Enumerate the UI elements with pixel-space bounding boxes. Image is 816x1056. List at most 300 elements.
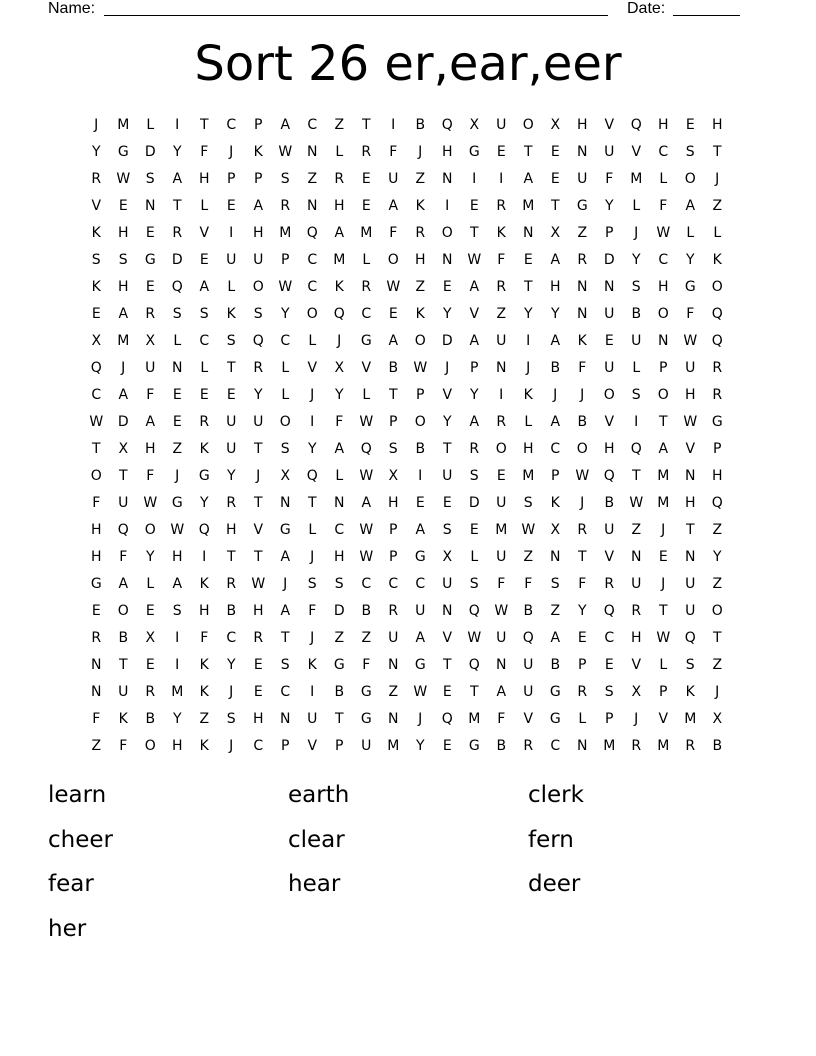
grid-letter[interactable]: H [684,387,697,403]
grid-letter[interactable]: X [91,333,102,349]
grid-letter[interactable]: F [119,549,128,565]
grid-letter[interactable]: G [684,279,697,295]
grid-letter[interactable]: I [310,684,315,700]
grid-letter[interactable]: H [657,117,670,133]
grid-letter[interactable]: Z [712,576,723,592]
grid-letter[interactable]: O [414,414,427,430]
grid-letter[interactable]: X [334,360,345,376]
grid-letter[interactable]: W [494,603,509,619]
grid-letter[interactable]: Q [468,657,481,673]
grid-letter[interactable]: N [334,495,345,511]
grid-letter[interactable]: K [253,144,264,160]
grid-letter[interactable]: N [577,279,588,295]
grid-letter[interactable]: R [361,279,372,295]
grid-letter[interactable]: A [334,441,345,457]
grid-letter[interactable]: E [577,630,588,646]
grid-letter[interactable]: Z [712,657,723,673]
grid-letter[interactable]: B [550,360,561,376]
grid-letter[interactable]: P [659,360,668,376]
grid-letter[interactable]: W [683,333,698,349]
grid-letter[interactable]: P [254,171,263,187]
grid-letter[interactable]: S [631,279,642,295]
grid-letter[interactable]: K [199,576,210,592]
grid-letter[interactable]: Q [306,468,319,484]
grid-letter[interactable]: P [659,684,668,700]
grid-letter[interactable]: N [577,144,588,160]
grid-letter[interactable]: E [199,252,210,268]
grid-letter[interactable]: I [175,117,180,133]
grid-letter[interactable]: V [631,657,642,673]
grid-letter[interactable]: Z [496,306,507,322]
grid-letter[interactable]: K [199,684,210,700]
grid-letter[interactable]: T [199,117,210,133]
grid-letter[interactable]: G [117,144,130,160]
grid-letter[interactable]: T [226,549,237,565]
grid-letter[interactable]: I [418,468,423,484]
grid-letter[interactable]: C [334,522,345,538]
grid-letter[interactable]: W [359,468,374,484]
grid-letter[interactable]: H [711,468,724,484]
grid-letter[interactable]: R [685,738,696,754]
grid-letter[interactable]: S [550,576,561,592]
grid-letter[interactable]: B [604,495,615,511]
grid-letter[interactable]: Y [712,549,723,565]
grid-letter[interactable]: O [144,522,157,538]
grid-letter[interactable]: J [580,387,585,403]
grid-letter[interactable]: F [146,468,155,484]
grid-letter[interactable]: E [118,198,129,214]
grid-letter[interactable]: O [495,441,508,457]
grid-letter[interactable]: R [145,306,156,322]
grid-letter[interactable]: O [387,252,400,268]
grid-letter[interactable]: O [522,117,535,133]
grid-letter[interactable]: C [604,630,615,646]
grid-letter[interactable]: M [603,738,616,754]
grid-letter[interactable]: J [661,522,666,538]
grid-letter[interactable]: N [577,738,588,754]
grid-letter[interactable]: N [388,657,399,673]
grid-letter[interactable]: B [226,603,237,619]
grid-letter[interactable]: V [604,117,615,133]
grid-letter[interactable]: S [172,603,183,619]
grid-letter[interactable]: H [333,198,346,214]
grid-letter[interactable]: L [200,360,209,376]
grid-letter[interactable]: D [441,333,454,349]
grid-letter[interactable]: Z [712,198,723,214]
grid-letter[interactable]: O [576,441,589,457]
grid-letter[interactable]: P [389,414,398,430]
grid-letter[interactable]: Y [172,711,183,727]
grid-letter[interactable]: K [550,495,561,511]
grid-letter[interactable]: H [549,279,562,295]
grid-letter[interactable]: C [91,387,102,403]
grid-letter[interactable]: L [308,522,317,538]
grid-letter[interactable]: G [576,198,589,214]
grid-letter[interactable]: Z [361,630,372,646]
grid-letter[interactable]: Q [711,333,724,349]
grid-letter[interactable]: J [121,360,126,376]
grid-letter[interactable]: L [686,225,695,241]
grid-letter[interactable]: N [550,549,561,565]
grid-letter[interactable]: E [172,387,183,403]
grid-letter[interactable]: R [91,630,102,646]
grid-letter[interactable]: F [362,657,371,673]
grid-letter[interactable]: Q [360,441,373,457]
grid-letter[interactable]: A [118,306,129,322]
grid-letter[interactable]: K [199,441,210,457]
grid-letter[interactable]: C [253,738,264,754]
grid-letter[interactable]: P [389,549,398,565]
grid-letter[interactable]: A [550,630,561,646]
grid-letter[interactable]: P [470,360,479,376]
grid-letter[interactable]: G [360,684,373,700]
grid-letter[interactable]: T [631,468,642,484]
grid-letter[interactable]: F [686,306,695,322]
grid-letter[interactable]: R [388,603,399,619]
grid-letter[interactable]: P [281,252,290,268]
grid-letter[interactable]: F [200,630,209,646]
grid-letter[interactable]: E [253,684,264,700]
grid-letter[interactable]: E [361,198,372,214]
grid-letter[interactable]: D [603,252,616,268]
grid-letter[interactable]: M [522,198,535,214]
grid-letter[interactable]: T [280,630,291,646]
grid-letter[interactable]: N [307,198,318,214]
grid-letter[interactable]: J [310,387,315,403]
grid-letter[interactable]: K [307,657,318,673]
grid-letter[interactable]: W [359,522,374,538]
grid-letter[interactable]: C [307,252,318,268]
grid-letter[interactable]: F [92,711,101,727]
grid-letter[interactable]: F [308,603,317,619]
grid-letter[interactable]: L [659,657,668,673]
grid-letter[interactable]: F [497,252,506,268]
grid-letter[interactable]: U [442,576,453,592]
grid-letter[interactable]: F [497,576,506,592]
grid-letter[interactable]: J [94,117,99,133]
grid-letter[interactable]: T [712,144,723,160]
grid-letter[interactable]: E [658,549,669,565]
grid-letter[interactable]: H [630,630,643,646]
grid-letter[interactable]: C [280,684,291,700]
grid-letter[interactable]: I [175,630,180,646]
grid-letter[interactable]: E [469,198,480,214]
grid-letter[interactable]: A [172,171,183,187]
grid-letter[interactable]: G [144,252,157,268]
grid-letter[interactable]: W [575,468,590,484]
grid-letter[interactable]: L [713,225,722,241]
grid-letter[interactable]: I [445,198,450,214]
grid-letter[interactable]: E [496,144,507,160]
grid-letter[interactable]: W [413,360,428,376]
grid-letter[interactable]: C [307,279,318,295]
grid-letter[interactable]: U [145,360,156,376]
grid-letter[interactable]: B [145,711,156,727]
grid-letter[interactable]: C [226,630,237,646]
grid-letter[interactable]: F [389,225,398,241]
grid-letter[interactable]: U [604,306,615,322]
grid-letter[interactable]: F [578,576,587,592]
grid-letter[interactable]: W [359,549,374,565]
grid-letter[interactable]: O [441,225,454,241]
grid-letter[interactable]: K [199,657,210,673]
grid-letter[interactable]: G [549,711,562,727]
grid-letter[interactable]: Y [334,387,345,403]
grid-letter[interactable]: W [629,495,644,511]
grid-letter[interactable]: T [307,495,318,511]
grid-letter[interactable]: L [578,711,587,727]
grid-letter[interactable]: C [388,576,399,592]
grid-letter[interactable]: C [361,576,372,592]
grid-letter[interactable]: U [631,333,642,349]
grid-letter[interactable]: T [685,522,696,538]
grid-letter[interactable]: Z [91,738,102,754]
grid-letter[interactable]: F [497,711,506,727]
grid-letter[interactable]: H [252,225,265,241]
grid-letter[interactable]: T [334,711,345,727]
grid-letter[interactable]: R [577,252,588,268]
grid-letter[interactable]: C [199,333,210,349]
grid-letter[interactable]: V [604,549,615,565]
grid-letter[interactable]: E [145,657,156,673]
grid-letter[interactable]: M [279,225,292,241]
grid-letter[interactable]: W [143,495,158,511]
grid-letter[interactable]: G [468,144,481,160]
grid-letter[interactable]: I [229,225,234,241]
grid-letter[interactable]: K [415,306,426,322]
grid-letter[interactable]: K [577,333,588,349]
grid-letter[interactable]: O [306,306,319,322]
grid-letter[interactable]: K [199,738,210,754]
grid-letter[interactable]: Z [550,603,561,619]
grid-letter[interactable]: F [119,738,128,754]
grid-letter[interactable]: L [200,198,209,214]
grid-letter[interactable]: X [550,117,561,133]
grid-letter[interactable]: P [281,738,290,754]
grid-letter[interactable]: J [229,144,234,160]
grid-letter[interactable]: V [91,198,102,214]
grid-letter[interactable]: J [526,360,531,376]
grid-letter[interactable]: E [442,279,453,295]
grid-letter[interactable]: I [499,171,504,187]
grid-letter[interactable]: N [280,711,291,727]
grid-letter[interactable]: W [89,414,104,430]
grid-letter[interactable]: Q [603,468,616,484]
grid-letter[interactable]: N [145,198,156,214]
grid-letter[interactable]: E [91,306,102,322]
grid-letter[interactable]: A [361,495,372,511]
grid-letter[interactable]: F [524,576,533,592]
grid-letter[interactable]: B [388,360,399,376]
grid-letter[interactable]: G [360,711,373,727]
grid-letter[interactable]: E [172,414,183,430]
grid-letter[interactable]: E [91,603,102,619]
grid-letter[interactable]: O [144,738,157,754]
grid-letter[interactable]: H [522,441,535,457]
grid-letter[interactable]: R [253,630,264,646]
grid-letter[interactable]: U [253,252,264,268]
grid-letter[interactable]: T [712,630,723,646]
grid-letter[interactable]: T [523,144,534,160]
grid-letter[interactable]: A [415,630,426,646]
grid-letter[interactable]: S [631,387,642,403]
grid-letter[interactable]: F [92,495,101,511]
grid-letter[interactable]: F [578,360,587,376]
grid-letter[interactable]: U [604,360,615,376]
grid-letter[interactable]: A [118,387,129,403]
grid-letter[interactable]: A [280,117,291,133]
grid-letter[interactable]: E [604,657,615,673]
grid-letter[interactable]: K [91,279,102,295]
grid-letter[interactable]: U [685,360,696,376]
grid-letter[interactable]: S [253,306,264,322]
grid-letter[interactable]: H [117,279,130,295]
grid-letter[interactable]: Y [442,414,453,430]
grid-letter[interactable]: M [360,225,373,241]
grid-letter[interactable]: K [91,225,102,241]
grid-letter[interactable]: Y [280,306,291,322]
grid-letter[interactable]: U [523,684,534,700]
grid-letter[interactable]: J [256,468,261,484]
grid-letter[interactable]: M [171,684,184,700]
grid-letter[interactable]: R [280,198,291,214]
grid-letter[interactable]: U [226,414,237,430]
grid-letter[interactable]: G [171,495,184,511]
grid-letter[interactable]: U [523,657,534,673]
grid-letter[interactable]: E [253,657,264,673]
grid-letter[interactable]: C [550,738,561,754]
grid-letter[interactable]: Y [199,495,210,511]
grid-letter[interactable]: S [226,333,237,349]
grid-letter[interactable]: K [523,387,534,403]
grid-letter[interactable]: S [118,252,129,268]
grid-letter[interactable]: G [279,522,292,538]
grid-letter[interactable]: X [145,333,156,349]
grid-letter[interactable]: A [280,603,291,619]
grid-letter[interactable]: U [496,117,507,133]
grid-letter[interactable]: X [280,468,291,484]
grid-letter[interactable]: J [445,360,450,376]
grid-letter[interactable]: U [604,144,615,160]
grid-letter[interactable]: Z [631,522,642,538]
grid-letter[interactable]: C [415,576,426,592]
grid-letter[interactable]: W [467,252,482,268]
grid-letter[interactable]: J [553,387,558,403]
grid-letter[interactable]: G [360,333,373,349]
grid-letter[interactable]: E [550,144,561,160]
grid-letter[interactable]: R [415,225,426,241]
grid-letter[interactable]: S [469,468,480,484]
grid-letter[interactable]: N [442,603,453,619]
grid-letter[interactable]: U [307,711,318,727]
grid-letter[interactable]: Z [415,171,426,187]
grid-letter[interactable]: U [631,576,642,592]
grid-letter[interactable]: J [661,576,666,592]
grid-letter[interactable]: N [631,549,642,565]
grid-letter[interactable]: A [496,684,507,700]
grid-letter[interactable]: N [442,252,453,268]
grid-letter[interactable]: L [524,414,533,430]
grid-letter[interactable]: T [442,657,453,673]
grid-letter[interactable]: S [523,495,534,511]
grid-letter[interactable]: H [252,603,265,619]
grid-letter[interactable]: Y [604,198,615,214]
grid-letter[interactable]: O [603,387,616,403]
grid-letter[interactable]: I [202,549,207,565]
grid-letter[interactable]: J [175,468,180,484]
grid-letter[interactable]: A [172,576,183,592]
grid-letter[interactable]: T [118,468,129,484]
grid-letter[interactable]: Z [388,684,399,700]
grid-letter[interactable]: M [657,738,670,754]
grid-letter[interactable]: K [496,225,507,241]
grid-letter[interactable]: O [252,279,265,295]
grid-letter[interactable]: Q [711,306,724,322]
grid-letter[interactable]: J [580,495,585,511]
grid-letter[interactable]: Z [199,711,210,727]
grid-letter[interactable]: R [496,198,507,214]
grid-letter[interactable]: C [658,144,669,160]
grid-letter[interactable]: Z [307,171,318,187]
grid-letter[interactable]: W [656,630,671,646]
grid-letter[interactable]: R [631,603,642,619]
grid-letter[interactable]: Y [523,306,534,322]
grid-letter[interactable]: E [415,495,426,511]
grid-letter[interactable]: Q [306,225,319,241]
name-blank-line[interactable] [104,15,608,16]
grid-letter[interactable]: Q [711,495,724,511]
grid-letter[interactable]: J [229,684,234,700]
grid-letter[interactable]: A [469,333,480,349]
grid-letter[interactable]: T [118,657,129,673]
grid-letter[interactable]: U [604,522,615,538]
grid-letter[interactable]: S [469,576,480,592]
grid-letter[interactable]: H [117,225,130,241]
grid-letter[interactable]: B [118,630,129,646]
grid-letter[interactable]: R [334,171,345,187]
grid-letter[interactable]: R [577,684,588,700]
grid-letter[interactable]: V [658,711,669,727]
grid-letter[interactable]: S [199,306,210,322]
grid-letter[interactable]: E [361,171,372,187]
grid-letter[interactable]: E [226,198,237,214]
grid-letter[interactable]: O [279,414,292,430]
grid-letter[interactable]: M [117,117,130,133]
grid-letter[interactable]: S [280,657,291,673]
grid-letter[interactable]: L [632,198,641,214]
grid-letter[interactable]: V [253,522,264,538]
grid-letter[interactable]: S [91,252,102,268]
grid-letter[interactable]: R [496,279,507,295]
grid-letter[interactable]: H [387,495,400,511]
grid-letter[interactable]: D [468,495,481,511]
grid-letter[interactable]: Y [226,468,237,484]
grid-letter[interactable]: V [469,306,480,322]
grid-letter[interactable]: V [199,225,210,241]
grid-letter[interactable]: R [226,495,237,511]
grid-letter[interactable]: Q [630,117,643,133]
grid-letter[interactable]: Q [252,333,265,349]
grid-letter[interactable]: O [711,279,724,295]
grid-letter[interactable]: D [144,144,157,160]
grid-letter[interactable]: Y [226,657,237,673]
grid-letter[interactable]: L [632,360,641,376]
grid-letter[interactable]: A [415,522,426,538]
grid-letter[interactable]: E [523,252,534,268]
grid-letter[interactable]: V [604,414,615,430]
grid-letter[interactable]: N [307,144,318,160]
grid-letter[interactable]: S [334,576,345,592]
